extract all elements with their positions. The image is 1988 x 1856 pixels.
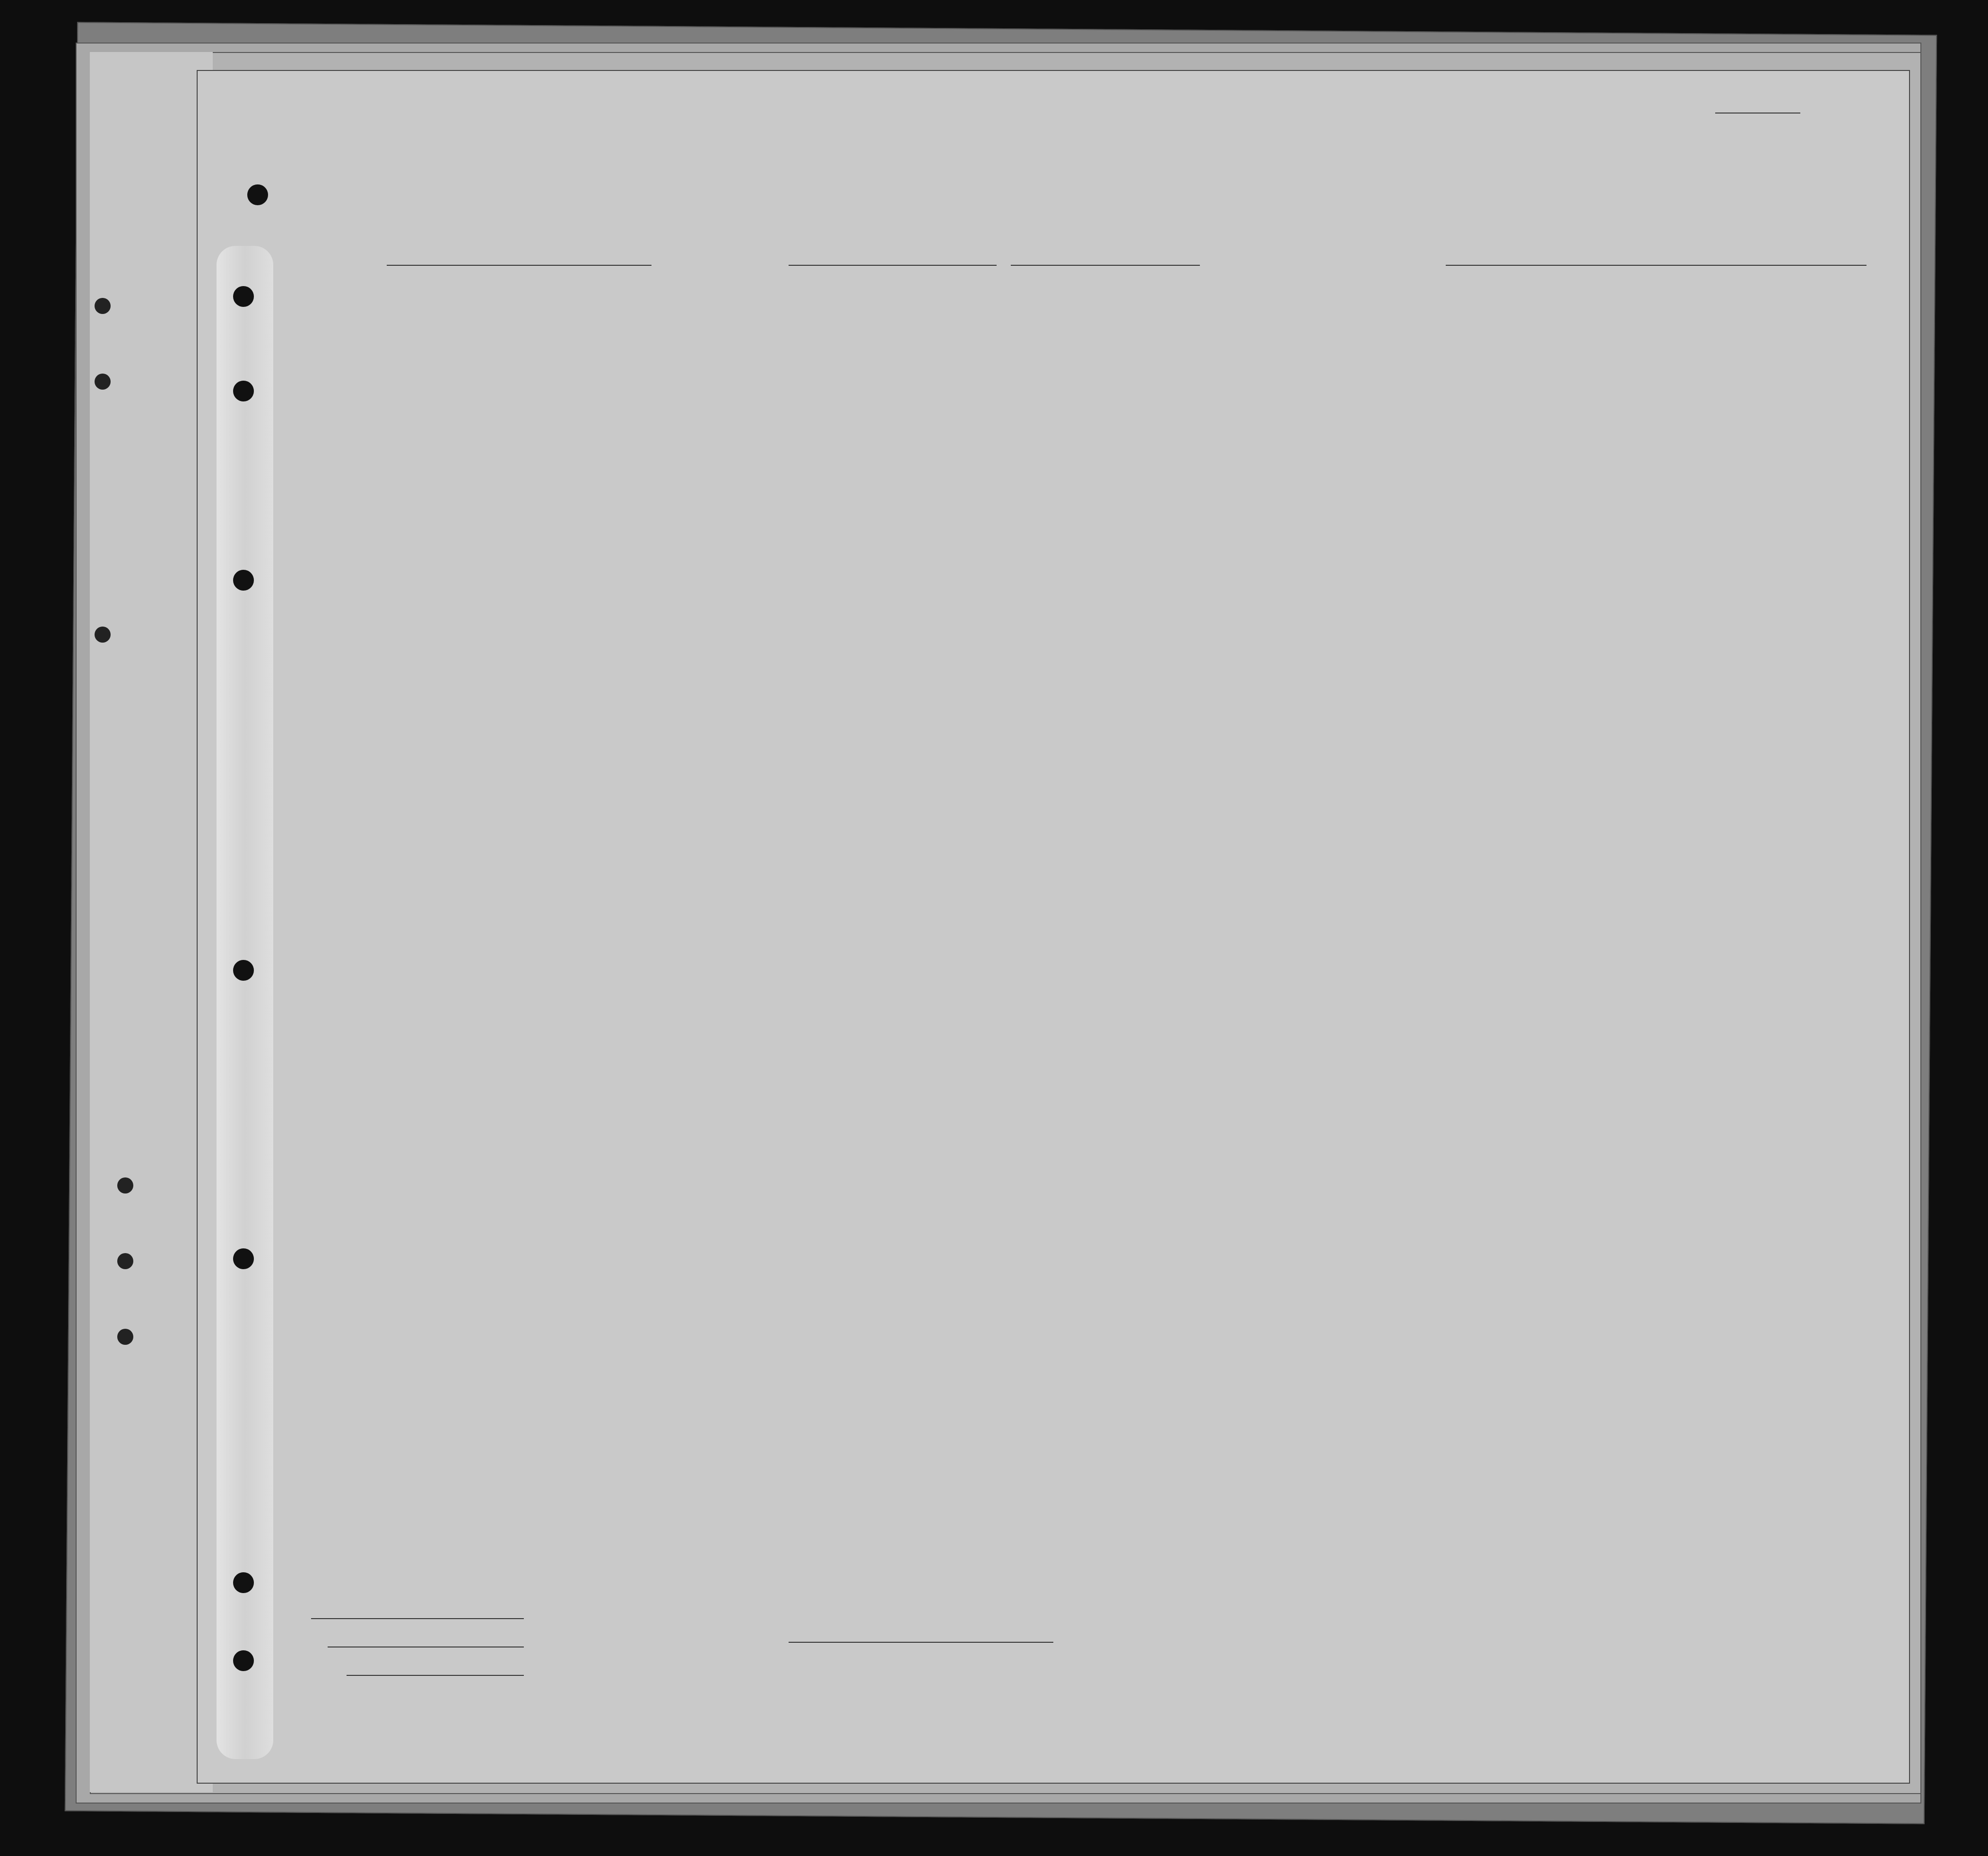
arrival-port-underline: [789, 265, 997, 266]
punch-hole: [233, 960, 254, 981]
punch-hole: [117, 1329, 133, 1345]
punch-hole: [233, 1650, 254, 1671]
manifest-sheet: [198, 71, 1909, 1783]
punch-hole: [233, 1248, 254, 1269]
punch-hole: [95, 298, 111, 314]
punch-hole: [233, 1572, 254, 1593]
vessel-underline: [387, 265, 651, 266]
punch-hole: [233, 570, 254, 591]
from-port-underline: [1446, 265, 1866, 266]
signature-underline: [789, 1642, 1053, 1643]
footer-line-underline: [311, 1618, 524, 1619]
arrival-date-underline: [1011, 265, 1200, 266]
punch-hole: [95, 374, 111, 390]
punch-hole: [233, 286, 254, 307]
footer-agents-underline: [347, 1675, 524, 1676]
punch-hole: [233, 381, 254, 401]
punch-hole: [117, 1177, 133, 1194]
punch-hole: [247, 184, 268, 205]
punch-hole: [117, 1253, 133, 1269]
underlying-page-edge: [90, 52, 213, 1792]
punch-hole: [95, 627, 111, 643]
binding-tear-strip: [217, 246, 273, 1759]
